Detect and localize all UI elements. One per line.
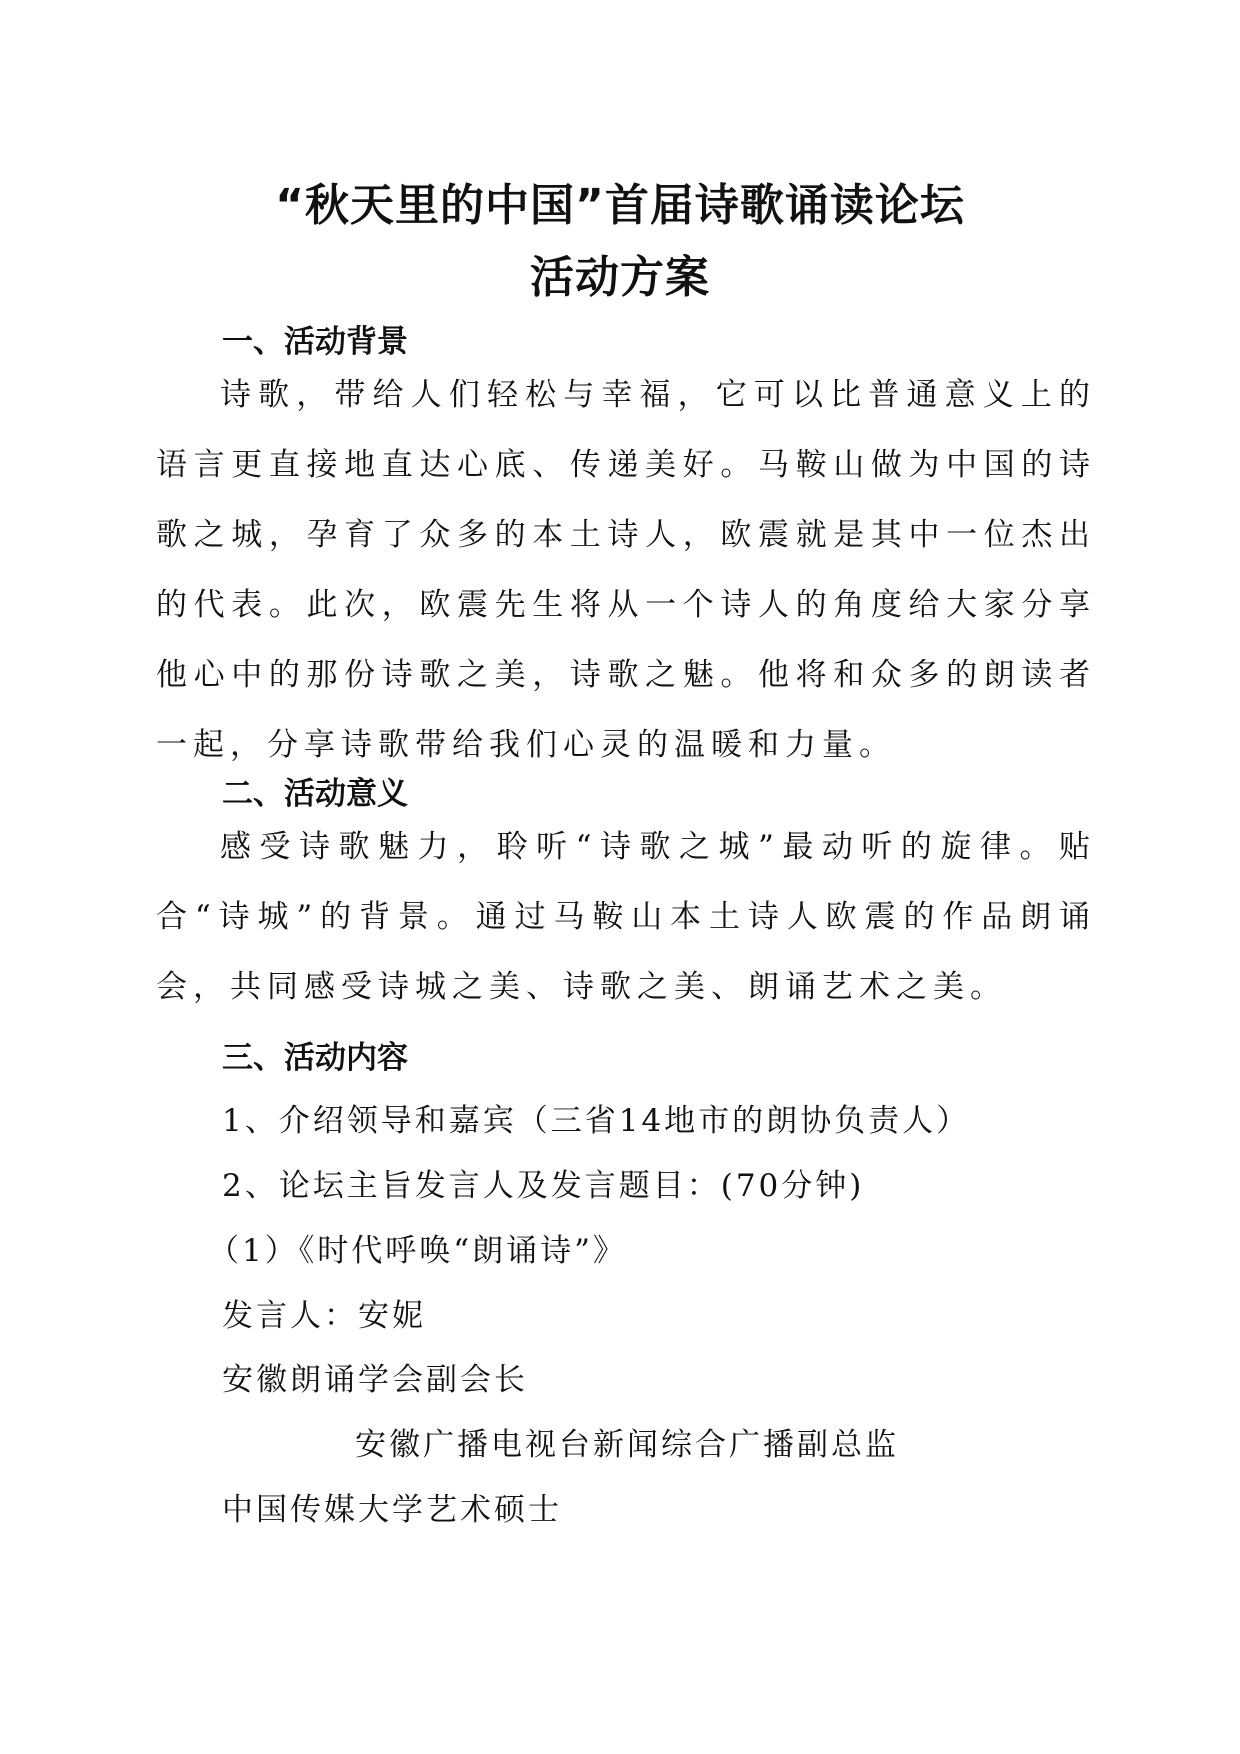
section-heading-content: 三、活动内容 xyxy=(222,1040,408,1076)
section-body-significance: 感受诗歌魅力，聆听“诗歌之城”最动听的旋律。贴合“诗城”的背景。通过马鞍山本土诗人欧震的作品朗诵会，共同感受诗城之美、诗歌之美、朗诵艺术之美。 xyxy=(156,829,1096,1005)
section-heading-significance: 二、活动意义 xyxy=(222,776,408,812)
talk-title: （1）《时代呼唤“朗诵诗”》 xyxy=(208,1233,627,1269)
list-item-introduction: 1、介绍领导和嘉宾（三省14地市的朗协负责人） xyxy=(222,1103,971,1139)
speaker-name: 发言人：安妮 xyxy=(222,1298,426,1334)
speaker-role: 安徽朗诵学会副会长 xyxy=(222,1362,528,1398)
section-heading-background: 一、活动背景 xyxy=(222,324,408,360)
list-item-keynote: 2、论坛主旨发言人及发言题目：(70分钟) xyxy=(222,1168,865,1204)
section-body-background: 诗歌，带给人们轻松与幸福，它可以比普通意义上的语言更直接地直达心底、传递美好。马鞍山做为中国的诗歌之城，孕育了众多的本土诗人，欧震就是其中一位杰出的代表。此次，欧震先生将从一个诗人的角度给大家分享他心中的那份诗歌之美，诗歌之魅。他将和众多的朗读者一起，分享诗歌带给我们心灵的温暖和力量。 xyxy=(156,377,1096,763)
document-subtitle: 活动方案 xyxy=(530,252,710,303)
document-title: “秋天里的中国”首届诗歌诵读论坛 xyxy=(275,180,965,231)
speaker-role: 中国传媒大学艺术硕士 xyxy=(222,1492,562,1528)
speaker-role: 安徽广播电视台新闻综合广播副总监 xyxy=(355,1427,899,1463)
